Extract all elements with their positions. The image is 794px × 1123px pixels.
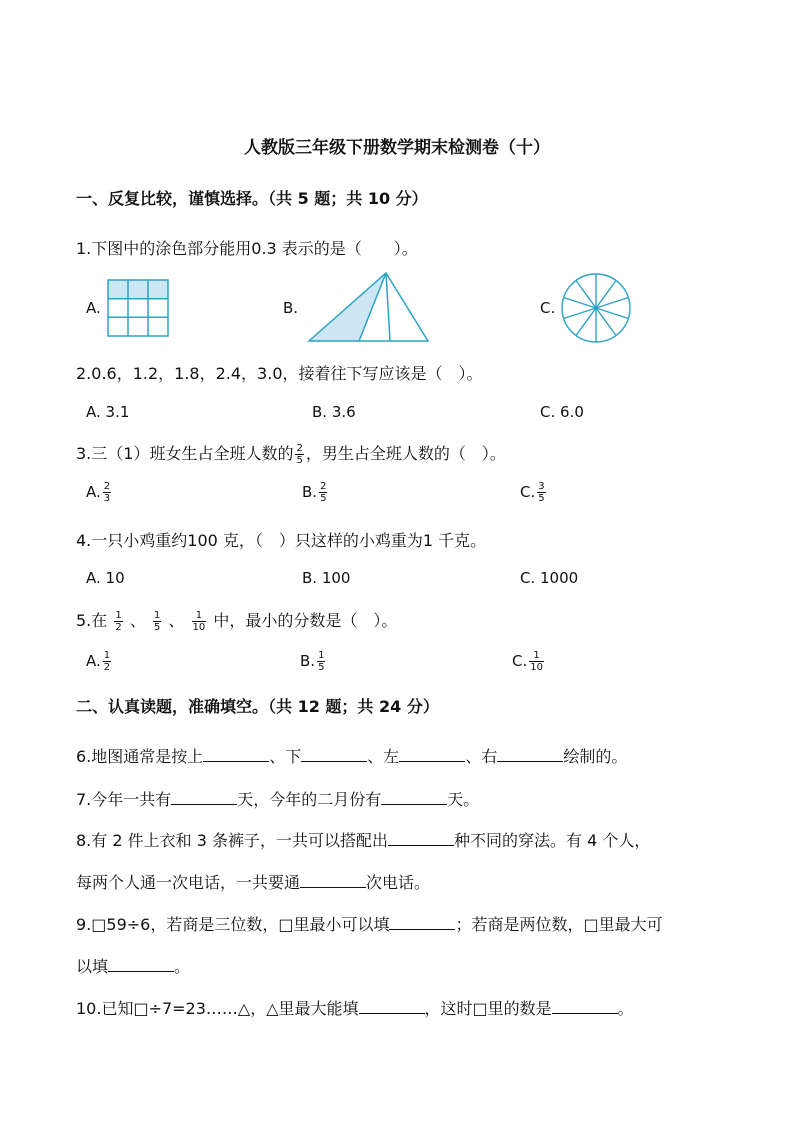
answer-blank[interactable]: [497, 746, 563, 762]
grid-shaded-row: [108, 280, 168, 298]
section-1-heading: 一、反复比较，谨慎选择。（共 5 题；共 10 分）: [76, 189, 428, 208]
q5-option-a[interactable]: A. $\frac{1}{2}$: [86, 650, 111, 673]
answer-blank[interactable]: [171, 789, 237, 805]
triangle-figure-b: [305, 271, 431, 343]
q3-option-b[interactable]: B. $\frac{2}{5}$: [302, 481, 327, 504]
q4-option-c[interactable]: C. 1000: [520, 569, 579, 587]
q2-option-a[interactable]: A. 3.1: [86, 403, 130, 421]
question-6: 6.地图通常是按上 、下 、左 、右 绘制的。: [76, 747, 628, 766]
q2-option-b[interactable]: B. 3.6: [312, 403, 356, 421]
answer-blank[interactable]: [203, 746, 269, 762]
q2-option-c[interactable]: C. 6.0: [540, 403, 584, 421]
question-2: 2.0.6，1.2，1.8，2.4，3.0，接着往下写应该是（ ）。: [76, 364, 483, 383]
q3-option-a[interactable]: A. $\frac{2}{3}$: [86, 481, 111, 504]
answer-blank[interactable]: [301, 746, 367, 762]
q1-option-a[interactable]: A.: [86, 299, 101, 317]
question-4: 4.一只小鸡重约100 克，（ ）只这样的小鸡重为1 千克。: [76, 531, 487, 550]
answer-blank[interactable]: [399, 746, 465, 762]
answer-blank[interactable]: [388, 830, 454, 846]
fraction: $\frac{2}{5}$: [296, 443, 303, 466]
question-8-line-1: 8.有 2 件上衣和 3 条裤子，一共可以搭配出 种不同的穿法。有 4 个人，: [76, 831, 651, 850]
question-10: 10.已知□÷7=23……△，△里最大能填 ，这时□里的数是 。: [76, 999, 634, 1018]
answer-blank[interactable]: [359, 998, 425, 1014]
answer-blank[interactable]: [552, 998, 618, 1014]
q1-option-b[interactable]: B.: [283, 299, 299, 317]
answer-blank[interactable]: [300, 872, 366, 888]
q3-text-start: 3.三（1）班女生占全班人数的: [76, 444, 294, 463]
question-3: [76, 441, 506, 466]
page-title: 人教版三年级下册数学期末检测卷（十）: [244, 138, 550, 158]
answer-blank[interactable]: [381, 789, 447, 805]
q5-option-c[interactable]: C. $\frac{1}{10}$: [512, 650, 543, 673]
question-9-line-2: 以填 。: [76, 957, 191, 976]
section-2-heading: 二、认真读题，准确填空。（共 12 题；共 24 分）: [76, 697, 439, 716]
question-8-line-2: 每两个人通一次电话，一共要通 次电话。: [76, 873, 431, 892]
q3-text-end: ，男生占全班人数的（ ）。: [305, 444, 506, 463]
answer-blank[interactable]: [389, 914, 455, 930]
question-5: 5.在 $\frac{1}{2}$ 、 $\frac{1}{5}$ 、 $\frac{1}{10}$ 中，最小的分数是（ ）。: [76, 610, 398, 633]
question-1: 1.下图中的涂色部分能用0.3 表示的是（ ）。: [76, 239, 418, 258]
answer-blank[interactable]: [108, 956, 174, 972]
question-7: 7.今年一共有 天，今年的二月份有 天。: [76, 790, 480, 809]
q4-option-b[interactable]: B. 100: [302, 569, 351, 587]
q3-option-c[interactable]: C. $\frac{3}{5}$: [520, 481, 545, 504]
question-9-line-1: 9.□59÷6，若商是三位数，□里最小可以填 ；若商是两位数，□里最大可: [76, 915, 663, 934]
q5-option-b[interactable]: B. $\frac{1}{5}$: [300, 650, 325, 673]
grid-figure-a: [105, 279, 169, 339]
q1-option-c[interactable]: C.: [540, 299, 556, 317]
q4-option-a[interactable]: A. 10: [86, 569, 125, 587]
circle-figure-c: [559, 273, 635, 343]
